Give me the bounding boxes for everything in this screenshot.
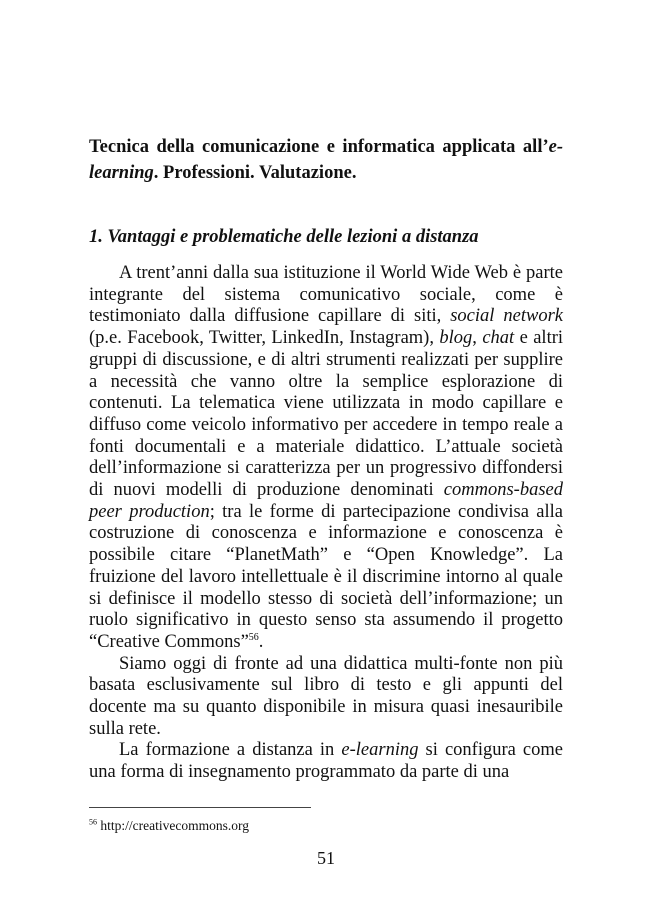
- footnote-reference: 56: [248, 631, 259, 643]
- italic-term: social network: [450, 306, 563, 327]
- italic-term: chat: [482, 328, 515, 349]
- chapter-title-text: Tecnica della comunicazione e informatica applicata all’: [89, 137, 549, 157]
- text-run: La formazione a distanza in: [119, 740, 342, 761]
- footnote-marker: 56: [89, 817, 97, 827]
- text-run: .: [258, 631, 264, 652]
- text-run: (p.e. Facebook, Twitter, LinkedIn, Instagram),: [89, 328, 440, 349]
- footnote-divider: [89, 807, 311, 808]
- text-run: ; tra le forme di partecipazione condivisa alla costruzione di conoscenza e informazione e conoscenza è possibile citare “PlanetMath” e “Open Knowledge”. La fruizione del lavoro intellettuale è il discrimine intorno al quale si definisce il modello stesso di società dell’informazione; un ruolo significativo in questo senso sta assumendo il progetto “Creative Commons”: [89, 501, 563, 652]
- section-heading: 1. Vantaggi e problematiche delle lezioni a distanza: [89, 227, 479, 247]
- italic-term: e-learning: [341, 740, 419, 761]
- text-run: ,: [472, 328, 483, 349]
- text-run: A trent’anni dalla sua istituzione il World Wide Web è parte integrante del sistema comunicativo sociale, come è testimoniato dalla diffusione capillare di siti,: [89, 263, 563, 327]
- chapter-title-suffix: . Professioni. Valutazione.: [153, 163, 357, 183]
- chapter-title: [89, 134, 563, 186]
- text-run: e altri gruppi di discussione, e di altri strumenti realizzati per supplire a necessità che vanno oltre la semplice esplorazione di contenuti. La telematica viene utilizzata in modo capillare e diffuso come veicolo informativo per accedere in tempo reale a fonti documentali e a materiale didattico. L’attuale società dell’informazione si caratterizza per un progressivo diffondersi di nuovi modelli di produzione denominati: [89, 328, 564, 501]
- footnote-text: http://creativecommons.org: [97, 818, 249, 833]
- footnote: [89, 817, 563, 835]
- italic-term: blog: [439, 328, 473, 349]
- chapter-title-italic: e-learning: [89, 137, 563, 183]
- italic-term: commons-based peer production: [89, 480, 563, 522]
- page-number: 51: [317, 848, 335, 868]
- text-run: si configura come una forma di insegnamento programmato da parte di una: [89, 740, 563, 783]
- text-run: Siamo oggi di fronte ad una didattica multi-fonte non più basata esclusivamente sul libro di testo e gli appunti del docente ma su quanto disponibile in misura quasi inesauribile sulla rete.: [89, 653, 563, 739]
- paragraph: [89, 654, 563, 741]
- paragraph: [89, 263, 563, 654]
- body-text: [89, 263, 563, 784]
- paragraph: [89, 740, 563, 783]
